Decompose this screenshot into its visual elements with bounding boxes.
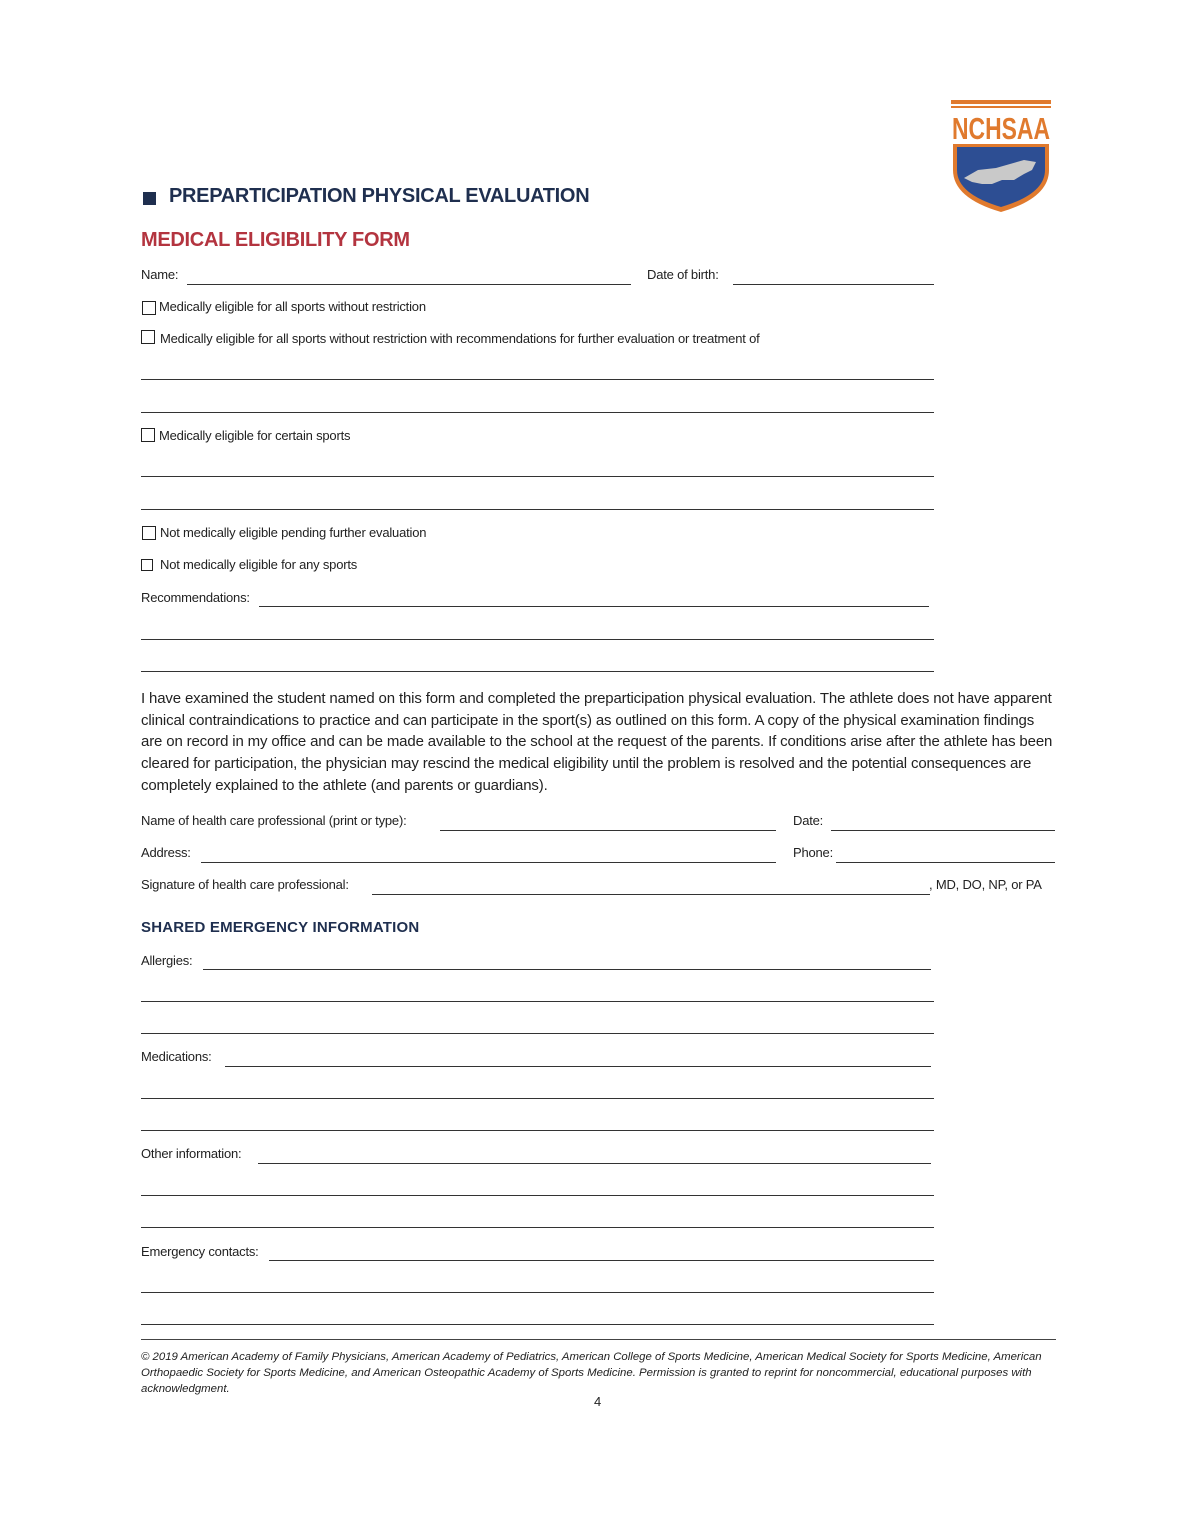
name-label: Name:: [141, 267, 179, 282]
recommendations-label: Recommendations:: [141, 590, 250, 605]
recommendations-field[interactable]: [259, 606, 929, 607]
professional-date-field[interactable]: [831, 830, 1055, 831]
professional-phone-label: Phone:: [793, 845, 834, 860]
other-information-line-3[interactable]: [141, 1227, 934, 1228]
name-field[interactable]: [187, 284, 631, 285]
option-eligible-with-recommendations-checkbox[interactable]: [141, 330, 155, 344]
option-pending-evaluation-checkbox[interactable]: [142, 526, 156, 540]
other-information-line-2[interactable]: [141, 1195, 934, 1196]
signature-label: Signature of health care professional:: [141, 877, 349, 892]
dob-label: Date of birth:: [647, 267, 719, 282]
recommendations-line-2[interactable]: [141, 639, 934, 640]
page-number: 4: [594, 1394, 602, 1409]
emergency-contacts-field[interactable]: [269, 1260, 934, 1261]
certain-sports-line-1[interactable]: [141, 476, 934, 477]
professional-address-label: Address:: [141, 845, 191, 860]
recommendations-line-3[interactable]: [141, 671, 934, 672]
professional-phone-field[interactable]: [836, 862, 1055, 863]
option-certain-sports-checkbox[interactable]: [141, 428, 155, 442]
emergency-contacts-line-2[interactable]: [141, 1292, 934, 1293]
dob-field[interactable]: [733, 284, 934, 285]
treatment-line-2[interactable]: [141, 412, 934, 413]
section-title: PREPARTICIPATION PHYSICAL EVALUATION: [169, 185, 590, 207]
emergency-contacts-label: Emergency contacts:: [141, 1244, 259, 1259]
section-square-icon: [143, 192, 156, 205]
option-eligible-all-label: Medically eligible for all sports without restriction: [159, 299, 426, 314]
footer-divider: [141, 1339, 1056, 1340]
option-not-eligible-checkbox[interactable]: [141, 559, 153, 571]
emergency-contacts-line-3[interactable]: [141, 1324, 934, 1325]
option-not-eligible-label: Not medically eligible for any sports: [160, 557, 358, 572]
professional-date-label: Date:: [793, 813, 824, 828]
professional-name-field[interactable]: [440, 830, 776, 831]
credentials-suffix: , MD, DO, NP, or PA: [929, 877, 1042, 892]
other-information-field[interactable]: [258, 1163, 931, 1164]
medications-line-3[interactable]: [141, 1130, 934, 1131]
treatment-line-1[interactable]: [141, 379, 934, 380]
medications-line-2[interactable]: [141, 1098, 934, 1099]
option-certain-sports-label: Medically eligible for certain sports: [159, 428, 351, 443]
allergies-line-3[interactable]: [141, 1033, 934, 1034]
certain-sports-line-2[interactable]: [141, 509, 934, 510]
allergies-label: Allergies:: [141, 953, 193, 968]
emergency-heading: SHARED EMERGENCY INFORMATION: [141, 919, 420, 936]
copyright-notice: © 2019 American Academy of Family Physicians, American Academy of Pediatrics, American College of Sports Medicine, American Medical Society for Sports Medicine, American Orthopaedic Society for Sports Medicine, and American Osteopathic Academy of Sports Medicine. Permission is granted to reprint for noncommercial, educational purposes with acknowledgment.: [141, 1351, 1042, 1395]
logo-text: NCHSAA: [952, 111, 1050, 146]
medications-label: Medications:: [141, 1049, 212, 1064]
nchsaa-shield-icon: [948, 98, 1054, 216]
allergies-field[interactable]: [203, 969, 931, 970]
form-title: MEDICAL ELIGIBILITY FORM: [141, 229, 410, 251]
option-eligible-all-checkbox[interactable]: [142, 301, 156, 315]
professional-name-label: Name of health care professional (print or type):: [141, 813, 407, 828]
other-information-label: Other information:: [141, 1146, 242, 1161]
option-pending-evaluation-label: Not medically eligible pending further evaluation: [160, 525, 427, 540]
option-eligible-with-recommendations-label: Medically eligible for all sports without restriction with recommendations for further evaluation or treatment of: [160, 331, 760, 346]
medications-field[interactable]: [225, 1066, 931, 1067]
signature-field[interactable]: [372, 894, 930, 895]
attestation-paragraph: I have examined the student named on this form and completed the preparticipation physical evaluation. The athlete does not have apparent clinical contraindications to practice and can participate in the sport(s) as outlined on this form. A copy of the physical examination findings are on record in my office and can be made available to the school at the request of the parents. If conditions arise after the athlete has been cleared for participation, the physician may rescind the medical eligibility until the problem is resolved and the potential consequences are completely explained to the athlete (and parents or guardians).: [141, 690, 1053, 794]
allergies-line-2[interactable]: [141, 1001, 934, 1002]
professional-address-field[interactable]: [201, 862, 776, 863]
nchsaa-logo: [948, 98, 1054, 216]
